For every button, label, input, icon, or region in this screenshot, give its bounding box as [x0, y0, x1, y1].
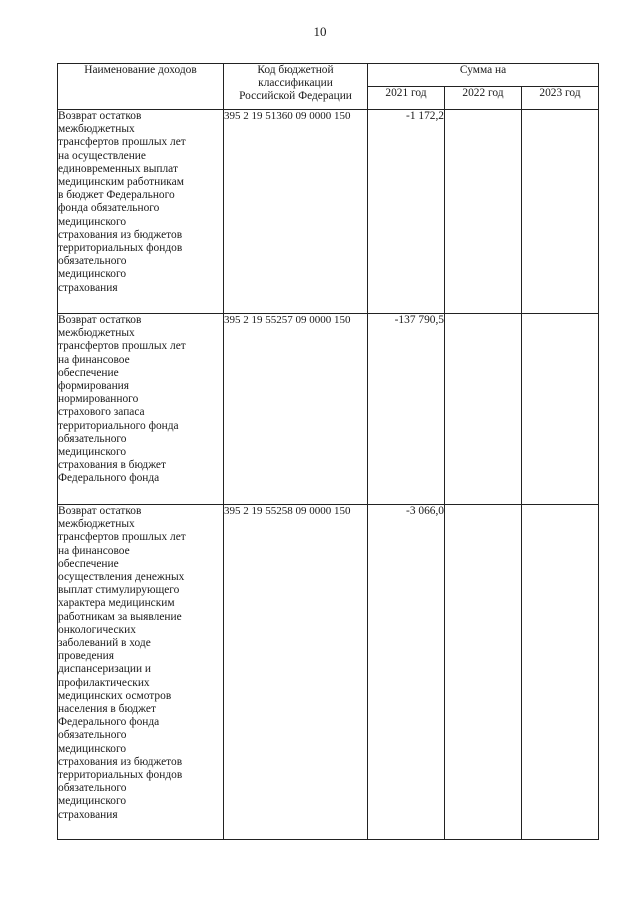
amount-2023-cell: [522, 505, 599, 840]
header-code-line: классификации: [258, 77, 333, 90]
income-name-line: медицинского: [58, 268, 127, 281]
income-name-line: профилактических: [58, 676, 150, 689]
income-name-line: обязательного: [58, 255, 127, 268]
income-table: [57, 63, 599, 840]
income-name-line: страхования в бюджет: [58, 459, 166, 472]
income-name-line: диспансеризации и: [58, 663, 152, 676]
income-name-cell: [58, 110, 224, 314]
budget-code-cell: 395 2 19 51360 09 0000 150: [224, 110, 368, 314]
income-name-line: трансфертов прошлых лет: [58, 531, 186, 544]
header-year-2021: 2021 год: [368, 87, 445, 110]
income-name-line: страхования: [58, 808, 118, 821]
amount-2021-cell: -1 172,2: [368, 110, 445, 314]
header-budget-code: [224, 64, 368, 110]
income-name-line: населения в бюджет: [58, 703, 156, 716]
income-name-line: единовременных выплат: [58, 162, 178, 175]
income-name-line: обеспечение: [58, 366, 119, 379]
income-name-line: страхования: [58, 281, 118, 294]
income-name-line: обязательного: [58, 782, 127, 795]
income-name-line: фонда обязательного: [58, 202, 160, 215]
income-name-line: медицинских осмотров: [58, 689, 172, 702]
income-name-line: Федерального фонда: [58, 716, 160, 729]
amount-2021-cell: -3 066,0: [368, 505, 445, 840]
income-name-line: Возврат остатков: [58, 314, 142, 326]
budget-code-cell: 395 2 19 55257 09 0000 150: [224, 314, 368, 505]
income-name-line: межбюджетных: [58, 518, 135, 531]
income-name-line: обязательного: [58, 432, 127, 445]
income-name-line: территориальных фондов: [58, 242, 183, 255]
header-year-2022: 2022 год: [445, 87, 522, 110]
income-name-line: трансфертов прошлых лет: [58, 136, 186, 149]
income-name-line: на финансовое: [58, 544, 130, 557]
income-name-line: онкологических: [58, 623, 136, 636]
income-name-line: трансфертов прошлых лет: [58, 340, 186, 353]
income-name-line: в бюджет Федерального: [58, 189, 175, 202]
income-name-line: выплат стимулирующего: [58, 584, 180, 597]
income-name-line: территориального фонда: [58, 419, 179, 432]
amount-2022-cell: [445, 110, 522, 314]
header-sum: Сумма на: [368, 64, 599, 87]
income-name-line: Возврат остатков: [58, 110, 142, 122]
income-name-line: проведения: [58, 650, 114, 663]
income-name-line: работникам за выявление: [58, 610, 182, 623]
amount-2021-cell: -137 790,5: [368, 314, 445, 505]
income-name-line: обеспечение: [58, 557, 119, 570]
income-name-line: межбюджетных: [58, 123, 135, 136]
amount-2023-cell: [522, 314, 599, 505]
income-name-line: характера медицинским: [58, 597, 175, 610]
income-name-line: страхования из бюджетов: [58, 228, 183, 241]
header-code-line: Российской Федерации: [239, 90, 352, 103]
amount-2022-cell: [445, 505, 522, 840]
income-name-line: медицинским работникам: [58, 176, 184, 189]
budget-code-cell: 395 2 19 55258 09 0000 150: [224, 505, 368, 840]
income-name-line: обязательного: [58, 729, 127, 742]
income-name-line: на финансовое: [58, 353, 130, 366]
amount-2022-cell: [445, 314, 522, 505]
income-name-line: медицинского: [58, 742, 127, 755]
income-name-line: осуществления денежных: [58, 571, 185, 584]
income-name-cell: [58, 314, 224, 505]
income-name-line: заболеваний в ходе: [58, 637, 151, 650]
income-name-line: медицинского: [58, 795, 127, 808]
header-year-2023: 2023 год: [522, 87, 599, 110]
income-name-line: территориальных фондов: [58, 769, 183, 782]
income-name-line: формирования: [58, 380, 130, 393]
page-number: 10: [313, 24, 327, 39]
income-name-line: Возврат остатков: [58, 505, 142, 517]
header-code-line: Код бюджетной: [257, 64, 334, 76]
income-name-line: межбюджетных: [58, 327, 135, 340]
table-row: [58, 505, 599, 840]
income-name-line: медицинского: [58, 446, 127, 459]
income-name-line: на осуществление: [58, 149, 146, 162]
income-name-line: страхования из бюджетов: [58, 755, 183, 768]
income-name-line: медицинского: [58, 215, 127, 228]
header-income-name: Наименование доходов: [58, 64, 224, 110]
income-name-cell: [58, 505, 224, 840]
amount-2023-cell: [522, 110, 599, 314]
income-name-line: нормированного: [58, 393, 139, 406]
table-row: [58, 314, 599, 505]
table-row: [58, 110, 599, 314]
income-name-line: Федерального фонда: [58, 472, 160, 485]
income-name-line: страхового запаса: [58, 406, 145, 419]
